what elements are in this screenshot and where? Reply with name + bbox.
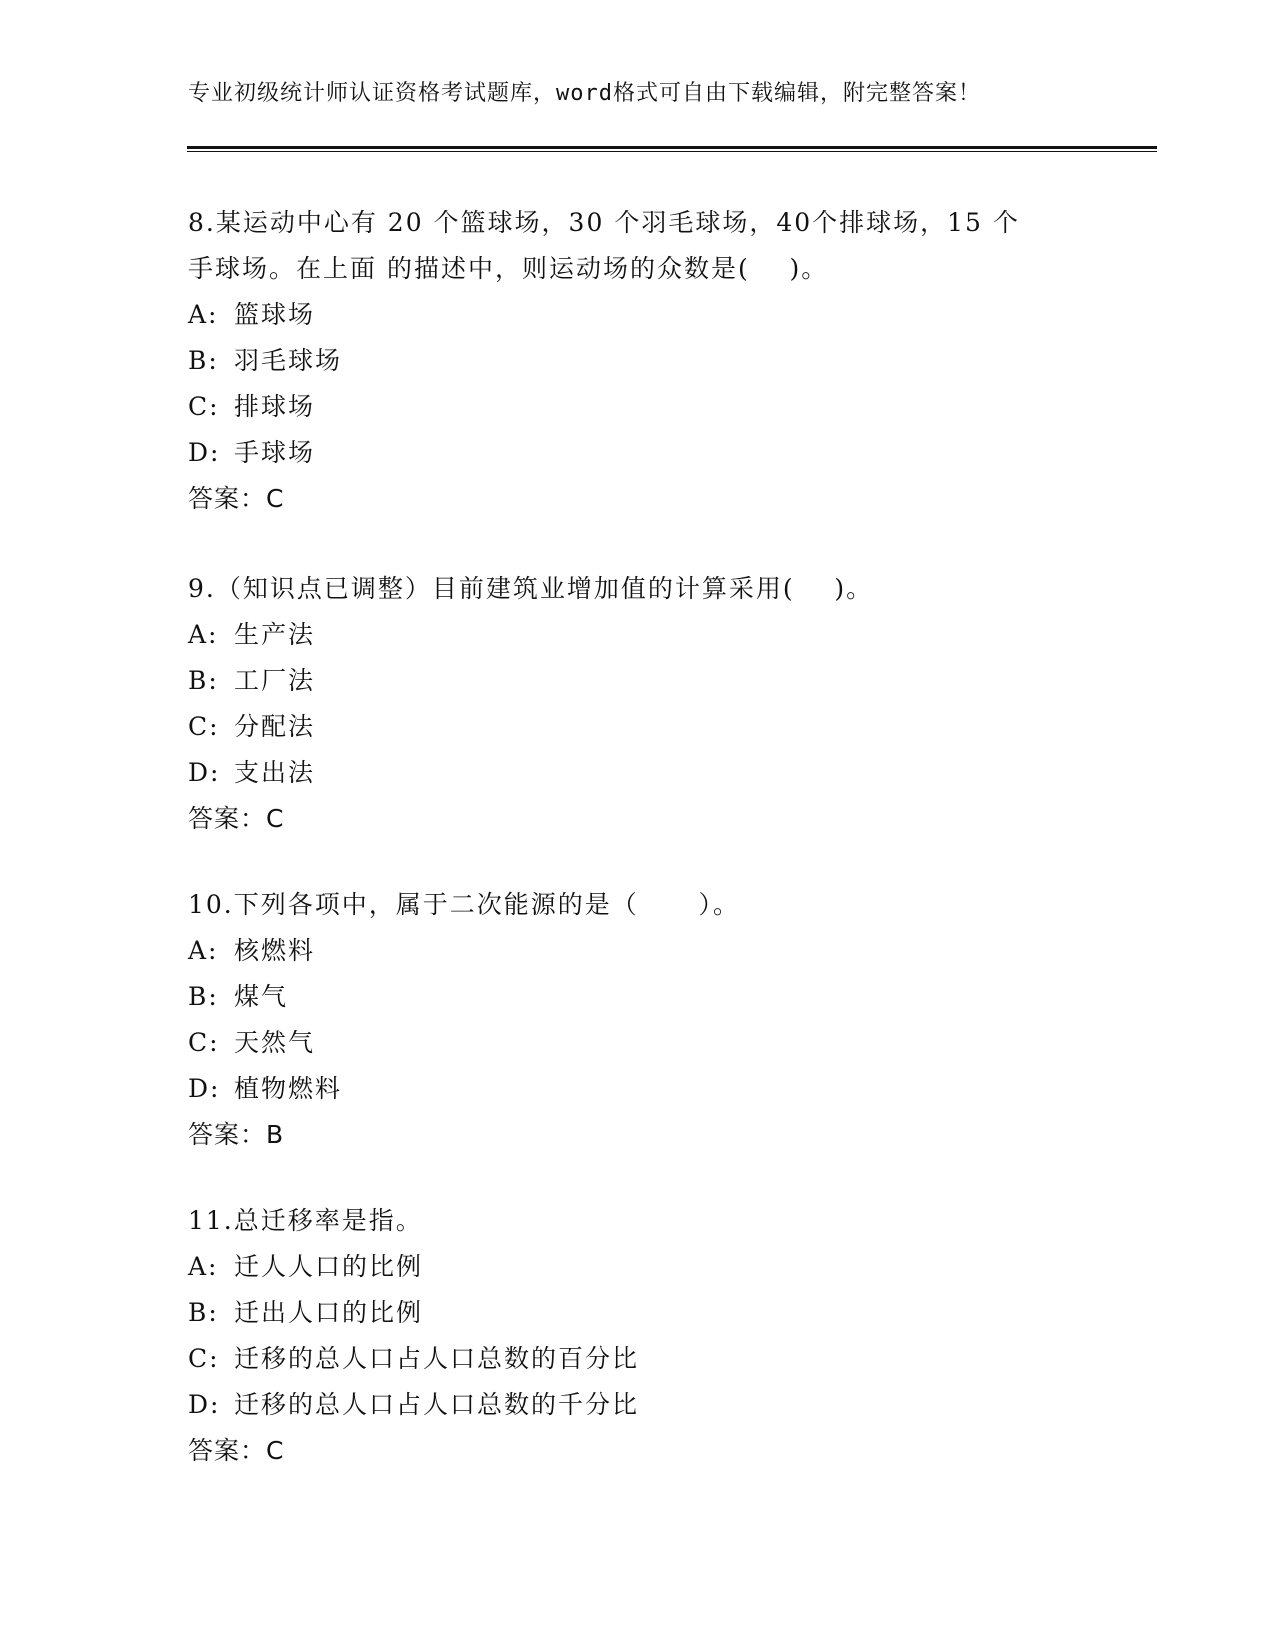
option-a <box>188 292 1088 338</box>
option-letter: D: <box>188 1390 221 1419</box>
option-letter: A: <box>188 620 219 649</box>
question-10 <box>188 882 1088 1158</box>
question-stem-line: 10.下列各项中，属于二次能源的是（ ）。 <box>188 890 740 919</box>
option-b <box>188 658 1088 704</box>
option-text: 羽毛球场 <box>234 346 343 375</box>
header-rule-thick <box>187 146 1157 149</box>
option-a <box>188 928 1088 974</box>
question-stem-line: 手球场。在上面 的描述中，则运动场的众数是( )。 <box>188 254 829 283</box>
option-b <box>188 338 1088 384</box>
option-text: 煤气 <box>234 982 289 1011</box>
option-letter: C: <box>188 1344 220 1373</box>
option-c <box>188 1020 1088 1066</box>
answer-line: 答案：B <box>188 1120 285 1149</box>
question-11 <box>188 1198 1088 1474</box>
option-d <box>188 750 1088 796</box>
question-stem-line: 8.某运动中心有 20 个篮球场，30 个羽毛球场，40个排球场，15 个 <box>188 208 1020 237</box>
answer-line: 答案：C <box>188 804 285 833</box>
option-c <box>188 384 1088 430</box>
option-letter: B: <box>188 982 219 1011</box>
option-text: 篮球场 <box>234 300 316 329</box>
option-letter: D: <box>188 758 221 787</box>
option-text: 迁移的总人口占人口总数的千分比 <box>234 1390 640 1419</box>
option-letter: C: <box>188 712 220 741</box>
answer-line: 答案：C <box>188 484 285 513</box>
option-d <box>188 1066 1088 1112</box>
question-stem-line: 11.总迁移率是指。 <box>188 1206 423 1235</box>
option-text: 生产法 <box>234 620 316 649</box>
option-text: 工厂法 <box>234 666 316 695</box>
option-letter: B: <box>188 666 219 695</box>
option-a <box>188 612 1088 658</box>
header-rule-thin <box>187 151 1157 152</box>
question-9 <box>188 566 1088 842</box>
option-letter: A: <box>188 1252 219 1281</box>
option-letter: C: <box>188 392 220 421</box>
question-8 <box>188 200 1088 522</box>
option-c <box>188 1336 1088 1382</box>
option-d <box>188 1382 1088 1428</box>
option-a <box>188 1244 1088 1290</box>
option-letter: B: <box>188 1298 219 1327</box>
option-letter: A: <box>188 936 219 965</box>
option-text: 手球场 <box>234 438 316 467</box>
option-text: 天然气 <box>234 1028 316 1057</box>
option-text: 迁移的总人口占人口总数的百分比 <box>234 1344 640 1373</box>
option-letter: C: <box>188 1028 220 1057</box>
option-text: 排球场 <box>234 392 316 421</box>
option-b <box>188 974 1088 1020</box>
option-text: 分配法 <box>234 712 316 741</box>
option-text: 核燃料 <box>234 936 316 965</box>
option-c <box>188 704 1088 750</box>
option-letter: B: <box>188 346 219 375</box>
option-text: 植物燃料 <box>234 1074 343 1103</box>
answer-line: 答案：C <box>188 1436 285 1465</box>
option-d <box>188 430 1088 476</box>
option-letter: A: <box>188 300 219 329</box>
page-header: 专业初级统计师认证资格考试题库，word格式可自由下载编辑，附完整答案！ <box>188 81 981 106</box>
question-stem-line: 9.（知识点已调整）目前建筑业增加值的计算采用( )。 <box>188 574 874 603</box>
option-letter: D: <box>188 1074 221 1103</box>
option-text: 迁人人口的比例 <box>234 1252 424 1281</box>
option-text: 支出法 <box>234 758 316 787</box>
option-text: 迁出人口的比例 <box>234 1298 424 1327</box>
option-letter: D: <box>188 438 221 467</box>
option-b <box>188 1290 1088 1336</box>
